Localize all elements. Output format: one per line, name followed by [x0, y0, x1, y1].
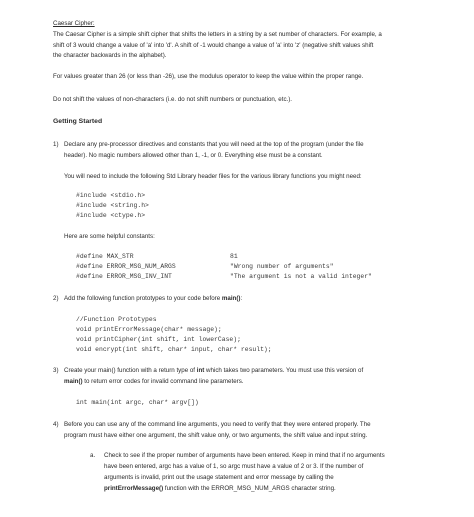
step3-line-1: Create your main() function with a return type of int which takes two parameters. You must use this version of — [64, 367, 364, 374]
main-signature: int main(int argc, char* argv[]) — [76, 399, 199, 406]
prototype-line: void printErrorMessage(char* message); — [76, 326, 222, 333]
define-value: "Wrong number of arguments" — [230, 263, 334, 270]
step1-line-2: header). No magic numbers allowed other than 1, -1, or 0. Everything else must be a constant. — [64, 152, 323, 159]
modulus-note: For values greater than 26 (or less than -26), use the modulus operator to keep the value within the proper range. — [53, 73, 364, 80]
step3-line-2: main() to return error codes for invalid command line parameters. — [64, 378, 244, 385]
prototype-line: void encrypt(int shift, char* input, char* result); — [76, 346, 272, 353]
include-line: #include <ctype.h> — [76, 212, 146, 219]
step3-number: 3) — [53, 367, 59, 374]
constants-intro: Here are some helpful constants: — [64, 233, 155, 240]
intro-line-2: shift of 3 would change a value of 'a' into 'd'. A shift of -1 would change a value of 'a' into 'z' (negative shift values shift — [53, 42, 374, 49]
intro-line-1: The Caesar Cipher is a simple shift cipher that shifts the letters in a string by a set number of characters. For example, a — [53, 31, 382, 38]
prototype-line: void printCipher(int shift, int lowerCase); — [76, 336, 241, 343]
document-heading: Caesar Cipher: — [53, 20, 95, 27]
nonchar-note: Do not shift the values of non-characters (i.e. do not shift numbers or punctuation, etc.). — [53, 96, 293, 103]
substep-line-4: printErrorMessage() function with the ERROR_MSG_NUM_ARGS character string. — [104, 485, 336, 492]
define-name: #define MAX_STR — [76, 253, 134, 260]
step1-number: 1) — [53, 141, 59, 148]
step4-number: 4) — [53, 421, 59, 428]
define-value: 81 — [230, 253, 238, 260]
substep-line-2: have been entered, argc has a value of 1, so argc must have a value of 2 or 3. If the number of — [104, 463, 364, 470]
step1-line-1: Declare any pre-processor directives and constants that you will need at the top of the program (under the file — [64, 141, 364, 148]
define-name: #define ERROR_MSG_INV_INT — [76, 273, 172, 280]
headers-intro: You will need to include the following Std Library header files for the various library functions you might need: — [64, 173, 362, 180]
intro-line-3: the character backwards in the alphabet). — [53, 52, 167, 59]
step2-text: Add the following function prototypes to your code before main(): — [64, 295, 243, 302]
step2-number: 2) — [53, 295, 59, 302]
include-line: #include <stdio.h> — [76, 192, 146, 199]
include-line: #include <string.h> — [76, 202, 149, 209]
substep-line-1: Check to see if the proper number of arguments have been entered. Keep in mind that if no arguments — [104, 452, 385, 459]
step4-line-2: program must have either one argument, the shift value only, or two arguments, the shift value and input string. — [64, 432, 368, 439]
prototype-line: //Function Prototypes — [76, 316, 157, 323]
define-name: #define ERROR_MSG_NUM_ARGS — [76, 263, 176, 270]
step4-line-1: Before you can use any of the command line arguments, you need to verify that they were entered properly. The — [64, 421, 371, 428]
section-title: Getting Started — [53, 118, 103, 125]
define-value: "The argument is not a valid integer" — [230, 273, 372, 280]
substep-label: a. — [90, 452, 96, 459]
substep-line-3: arguments is invalid, print out the usage statement and error message by calling the — [104, 474, 334, 481]
